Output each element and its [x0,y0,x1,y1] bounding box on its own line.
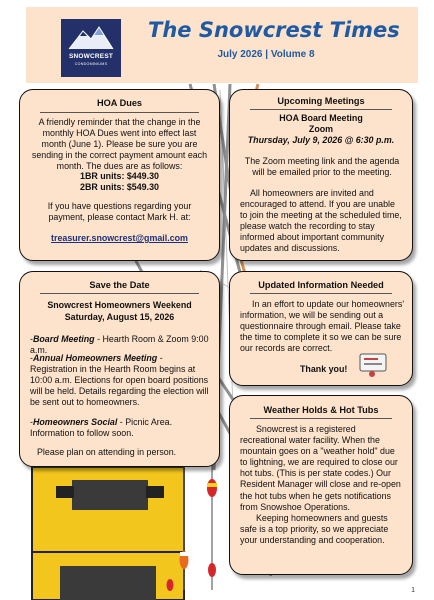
questionnaire-icon [358,352,390,378]
hoa-dues-box [19,89,220,261]
event-item-annual-meeting: -Annual Homeowners Meeting - Registration in the Hearth Room begins at 10:00 a.m. Elections for open board positions will be held. Details regarding the election will be sent out to homeowners. [30,353,209,408]
event-item-board-meeting-text: - Hearth Room & Zoom 9:00 a.m. [30,334,209,356]
event-name: Snowcrest Homeowners Weekend [47,300,192,310]
weather-holds-box [229,395,413,575]
mountain-logo-icon [61,19,121,53]
event-closing: Please plan on attending in person. [37,447,177,457]
hoa-dues-divider [40,112,199,113]
upcoming-meetings-divider [250,109,392,110]
save-the-date-divider [40,293,199,294]
upcoming-meetings-heading: Upcoming Meetings [277,96,365,106]
page-number: 1 [411,587,415,594]
issue-info: July 2026 | Volume 8 [217,49,315,60]
logo-subtitle: CONDOMINIUMS [74,62,108,66]
weather-holds-body: Snowcrest is a registered recreational water facility. When the mountain goes on a "weather hold" due to lightning, we are required to close our hot tubs. (This is per state codes.) Our Resident Manager will close and re-open the hot tubs when he gets notifications from Snowshoe Operations. [240,424,401,512]
updated-information-thanks: Thank you! [300,364,348,374]
event-item-board-meeting: -Board Meeting - Hearth Room & Zoom 9:00 a.m. [30,334,209,356]
meeting-zoom-note: The Zoom meeting link and the agenda will be emailed prior to the meeting. [244,156,400,178]
weather-holds-divider [250,418,392,419]
meeting-date: Thursday, July 9, 2026 @ 6:30 p.m. [247,135,395,145]
upcoming-meetings-box [229,89,413,261]
meeting-title: HOA Board Meeting [279,113,363,123]
hoa-dues-intro: A friendly reminder that the change in the monthly HOA Dues went into effect last month (June 1). Please be sure you are sending in the correct payment amount each month. The dues are as follows: [31,117,208,172]
updated-information-body: In an effort to update our homeowners' information, we will be sending out a questionnaire through email. Please take the time to complete it so we can be sure our records are correct. [240,299,405,354]
meeting-invite-note: All homeowners are invited and encouraged to attend. If you are unable to join the meeting at the scheduled time, please watch the recording to stay informed about important community updates and discussions. [240,188,402,254]
event-item-board-meeting-label: Board Meeting [32,334,95,344]
hoa-dues-contact-text: If you have questions regarding your payment, please contact Mark H. at: [47,201,192,223]
hoa-dues-rate-1br: 1BR units: $449.30 [80,171,159,181]
updated-information-heading: Updated Information Needed [258,280,384,290]
event-item-social-text: - Picnic Area. Information to follow soon. [30,417,173,439]
snowcrest-logo [61,19,121,77]
event-date: Saturday, August 15, 2026 [64,312,175,322]
updated-information-divider [250,293,392,294]
save-the-date-box [19,271,220,467]
event-item-annual-meeting-label: Annual Homeowners Meeting [32,353,158,363]
newsletter-title: The Snowcrest Times [148,18,400,42]
event-item-annual-meeting-text: - Registration in the Hearth Room begins at 10:00 a.m. Elections for open board positions will be held. Details regarding the election will be sent out to homeowners. [30,353,209,408]
event-item-social-label: Homeowners Social [32,417,118,427]
weather-holds-closing: Keeping homeowners and guests safe is a top priority, so we appreciate your understanding and cooperation. [240,513,389,546]
updated-information-box [229,271,413,386]
weather-holds-heading: Weather Holds & Hot Tubs [263,405,379,415]
treasurer-email-link[interactable]: treasurer.snowcrest@gmail.com [51,233,188,243]
hoa-dues-rate-2br: 2BR units: $549.30 [80,182,159,192]
event-item-social: -Homeowners Social - Picnic Area. Information to follow soon. [30,417,173,439]
hoa-dues-heading: HOA Dues [96,98,143,108]
save-the-date-heading: Save the Date [89,280,150,290]
meeting-location: Zoom [308,124,334,134]
masthead [26,7,418,83]
logo-name: SNOWCREST [68,53,114,60]
